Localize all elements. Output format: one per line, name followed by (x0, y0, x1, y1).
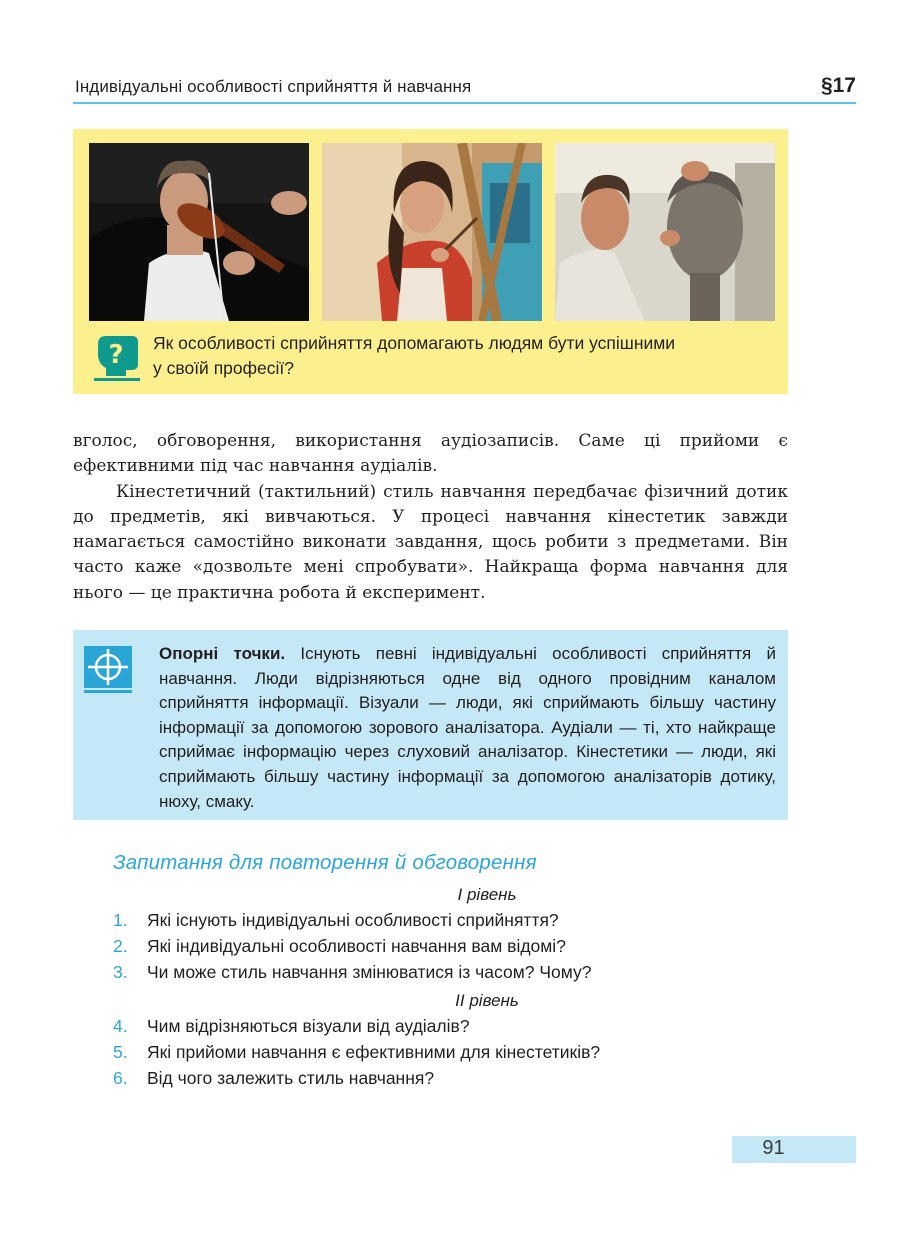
paragraph-number: §17 (820, 74, 856, 97)
target-crosshair-icon (84, 646, 132, 694)
sculptor-photo (555, 143, 775, 321)
chapter-title: Індивідуальні особливості сприйняття й навчання (75, 77, 472, 96)
page-number: 91 (762, 1137, 785, 1159)
key-points-title: Опорні точки. (159, 644, 286, 663)
level-2-questions (113, 1013, 813, 1091)
question-item: 2. Які індивідуальні особливості навчання вам відомі? (113, 936, 566, 956)
question-item: 6. Від чого залежить стиль навчання? (113, 1068, 435, 1088)
question-item: 5. Які прийоми навчання є ефективними для кінестетиків? (113, 1042, 601, 1062)
key-points-text (159, 642, 776, 814)
body-paragraph: вголос, обговорення, використання аудіозаписів. Саме ці прийоми є ефективними під час навчання аудіалів. (73, 431, 788, 477)
question-item: 3. Чи може стиль навчання змінюватися із часом? Чому? (113, 962, 592, 982)
level-1-questions (113, 907, 813, 985)
page-number-box (732, 1136, 856, 1163)
key-points-box (73, 630, 788, 820)
body-text (73, 429, 788, 606)
svg-text:?: ? (108, 340, 124, 370)
illustration-box (73, 129, 788, 394)
violinist-photo (89, 143, 309, 321)
body-paragraph: Кінестетичний (тактильний) стиль навчання передбачає фізичний дотик до предметів, які вивчаються. У процесі навчання кінестетик завжди намагається самостійно виконати завдання, щось робити з предметами. Він часто каже «дозвольте мені спробувати». Найкраща форма навчання для нього — це практична робота й експеримент. (73, 481, 788, 603)
key-points-body: Існують певні індивідуальні особливості сприйняття й навчання. Люди відрізняються одне від одного провідним каналом сприйняття інформації. Візуали — люди, які сприймають більшу частину інформації за допомогою зорового аналізатора. Аудіали — ті, хто найкраще сприймає інформацію через слуховий аналізатор. Кінестетики — люди, які сприймають більшу частину інформації за допомогою аналізаторів дотику, нюху, смаку. (159, 644, 776, 811)
question-item: 4. Чим відрізняються візуали від аудіалів? (113, 1016, 470, 1036)
questions-heading: Запитання для повторення й обговорення (113, 851, 537, 874)
level-1-label: I рівень (457, 885, 517, 904)
painter-photo (322, 143, 542, 321)
question-item: 1. Які існують індивідуальні особливості сприйняття? (113, 910, 559, 930)
running-header (73, 72, 856, 104)
question-head-icon (94, 334, 140, 382)
illustration-question: Як особливості сприйняття допомагають людям бути успішними у своїй професії? (153, 333, 676, 378)
level-2-label: II рівень (455, 991, 519, 1010)
